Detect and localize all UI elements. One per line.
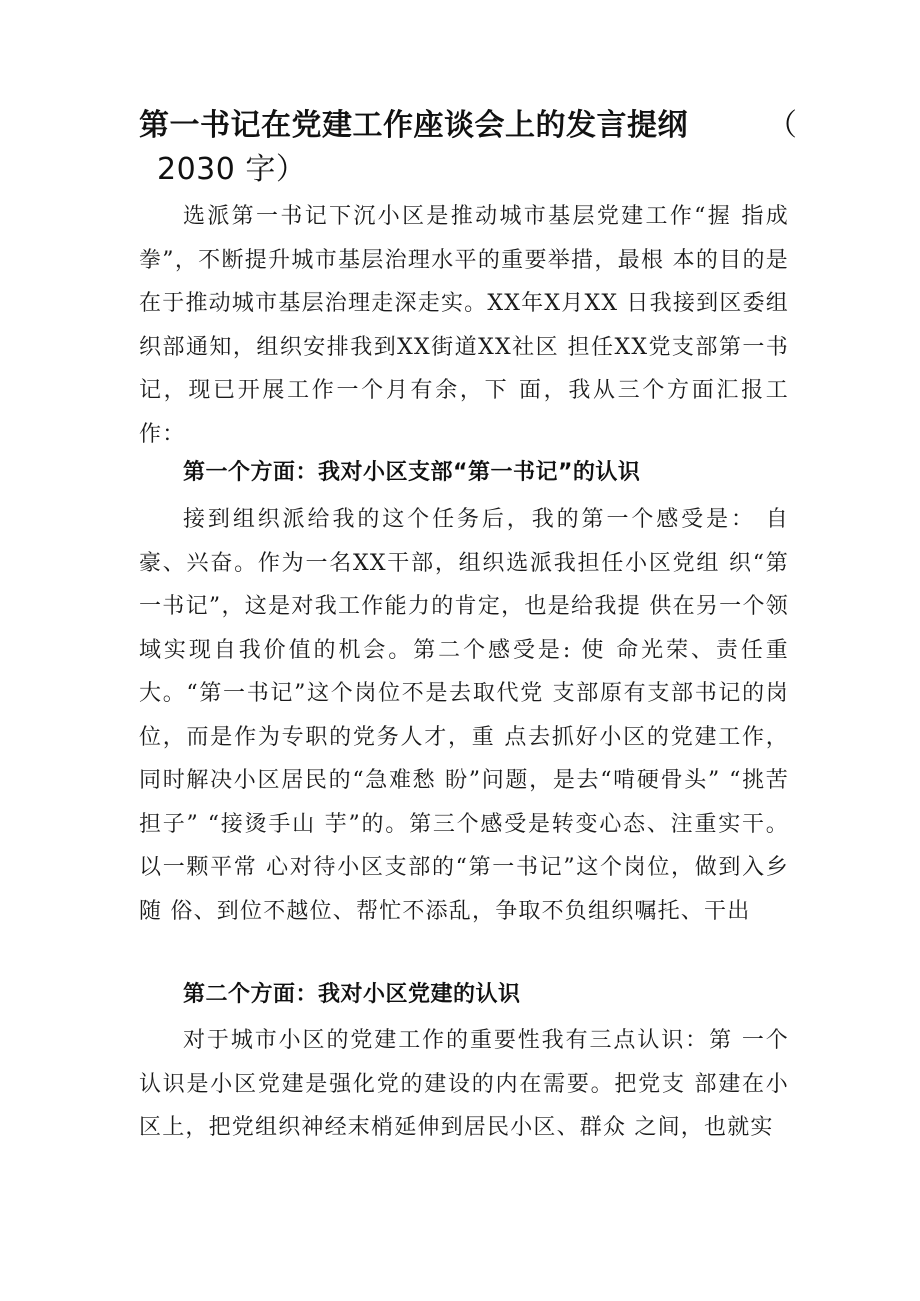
section-1-paragraph: 接到组织派给我的这个任务后，我的第一个感受是： 自豪、兴奋。作为一名XX干部，组织选派我担任小区党组 织“第一书记”，这是对我工作能力的肯定，也是给我提 供在另一个领域实现自我价值的机会。第二个感受是: 使 命光荣、责任重大。“第一书记”这个岗位不是去取代党 支部原有支部书记的岗位，而是作为专职的党务人才，重 点去抓好小区的党建工作，同时解决小区居民的“急难愁 盼”问题，是去“啃硬骨头” “挑苦担子” “接烫手山 芋”的。第三个感受是转变心态、注重实干。以一颗平常 心对待小区支部的“第一书记”这个岗位，做到入乡随 俗、到位不越位、帮忙不添乱，争取不负组织嘱托、干出 <box>139 507 789 924</box>
section-2-paragraph: 对于城市小区的党建工作的重要性我有三点认识：第 一个认识是小区党建是强化党的建设的内在需要。把党支 部建在小区上，把党组织神经末梢延伸到居民小区、群众 之间，也就实 <box>139 1028 789 1140</box>
title-main: 第一书记在党建工作座谈会上的发言提纲 <box>139 108 688 143</box>
intro-paragraph: 选派第一书记下沉小区是推动城市基层党建工作“握 指成拳”，不断提升城市基层治理水平的重要举措，最根 本的目的是在于推动城市基层治理走深走实。XX年X月XX 日我接到区委组织部通知，组织安排我到XX街道XX社区 担任XX党支部第一书记，现已开展工作一个月有余，下 面，我从三个方面汇报工作： <box>139 204 789 447</box>
section-heading-1: 第一个方面：我对小区支部“第一书记”的认识 <box>183 460 641 485</box>
section-heading-2: 第二个方面：我对小区党建的认识 <box>183 982 521 1007</box>
title-word-count: 2030 字） <box>157 152 307 187</box>
document-title <box>139 104 799 192</box>
title-paren-open: （ <box>767 108 798 143</box>
